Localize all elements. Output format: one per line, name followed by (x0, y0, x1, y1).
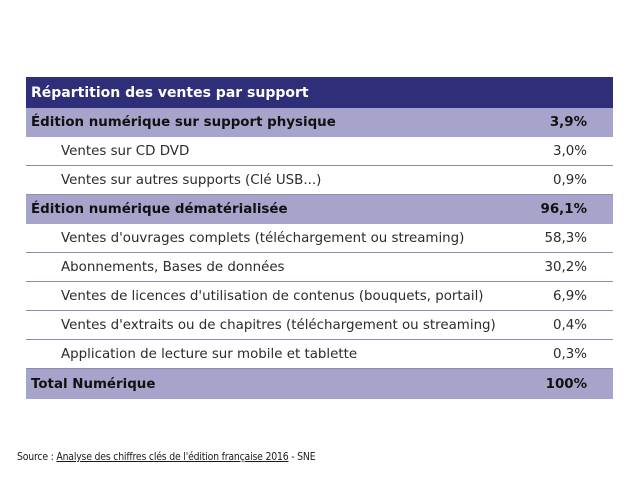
total-row (26, 369, 613, 399)
row-label: Ventes d'extraits ou de chapitres (téléchargement ou streaming) (61, 317, 496, 333)
table-row (26, 253, 613, 282)
table-title: Répartition des ventes par support (31, 84, 309, 101)
table-row (26, 282, 613, 311)
table-row (26, 340, 613, 369)
row-label: Abonnements, Bases de données (61, 259, 285, 275)
row-value: 0,4% (552, 317, 587, 333)
row-label: Ventes d'ouvrages complets (téléchargement ou streaming) (61, 230, 465, 246)
table-row (26, 224, 613, 253)
row-value: 3,0% (552, 143, 587, 159)
total-value: 100% (545, 376, 587, 392)
table-row (26, 166, 613, 195)
source-suffix: - SNE (288, 451, 316, 463)
section-value: 96,1% (540, 202, 587, 217)
source-link[interactable]: Analyse des chiffres clés de l'édition française 2016 (56, 451, 289, 463)
row-value: 0,9% (552, 172, 587, 188)
table-row (26, 311, 613, 340)
table-header (26, 77, 613, 108)
row-value: 0,3% (552, 346, 587, 362)
table-row (26, 137, 613, 166)
section-physical (26, 108, 613, 137)
row-value: 30,2% (544, 259, 587, 275)
source-prefix: Source : (17, 451, 57, 463)
row-label: Ventes sur autres supports (Clé USB...) (61, 172, 322, 188)
section-value: 3,9% (549, 115, 587, 130)
row-label: Ventes de licences d'utilisation de contenus (bouquets, portail) (61, 288, 484, 304)
source-caption (17, 451, 315, 463)
section-label: Édition numérique dématérialisée (31, 202, 288, 217)
section-label: Édition numérique sur support physique (31, 115, 336, 130)
row-label: Application de lecture sur mobile et tablette (61, 346, 358, 362)
sales-by-support-table (26, 77, 613, 399)
row-value: 58,3% (544, 230, 587, 246)
section-dematerialized (26, 195, 613, 224)
total-label: Total Numérique (31, 376, 156, 392)
row-value: 6,9% (552, 288, 587, 304)
row-label: Ventes sur CD DVD (61, 143, 190, 159)
